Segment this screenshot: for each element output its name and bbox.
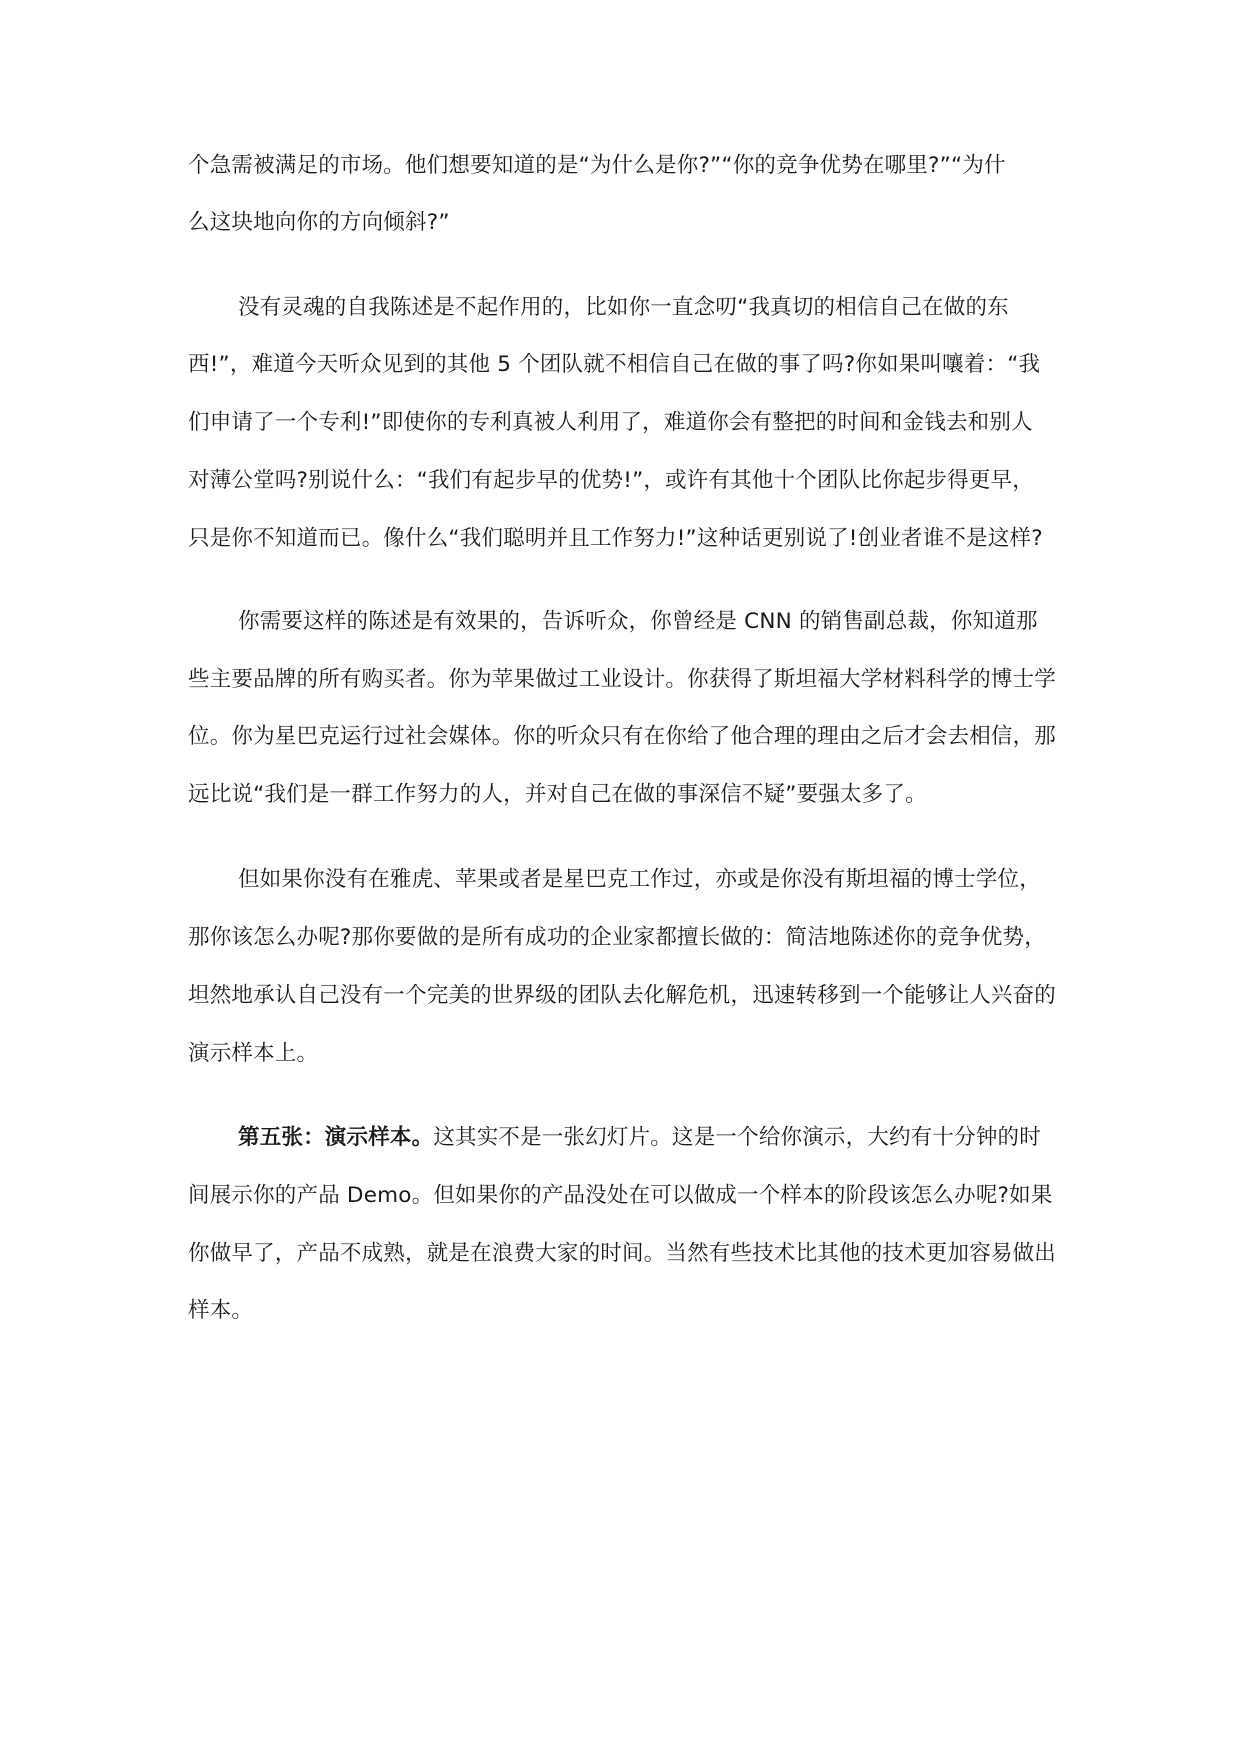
text-line: 对薄公堂吗?别说什么：“我们有起步早的优势!”，或许有其他十个团队比你起步得更早， [188,468,1035,493]
section-heading: 第五张：演示样本。 [238,1125,434,1150]
text-line: 西!”，难道今天听众见到的其他 5 个团队就不相信自己在做的事了吗?你如果叫嚷着：“我 [188,352,1041,377]
text-line: 些主要品牌的所有购买者。你为苹果做过工业设计。你获得了斯坦福大学材料科学的博士学 [188,667,1057,692]
text-line: 位。你为星巴克运行过社会媒体。你的听众只有在你给了他合理的理由之后才会去相信，那 [188,724,1057,749]
text-line: 你做早了，产品不成熟，就是在浪费大家的时间。当然有些技术比其他的技术更加容易做出 [188,1241,1057,1266]
text-line: 但如果你没有在雅虎、苹果或者是星巴克工作过，亦或是你没有斯坦福的博士学位， [238,867,1041,892]
text-line: 只是你不知道而已。像什么“我们聪明并且工作努力!”这种话更别说了!创业者谁不是这样? [188,526,1043,551]
text-line: 没有灵魂的自我陈述是不起作用的，比如你一直念叨“我真切的相信自己在做的东 [238,295,1009,320]
text-line: 样本。 [188,1298,254,1323]
text-line: 你需要这样的陈述是有效果的，告诉听众，你曾经是 CNN 的销售副总裁，你知道那 [238,609,1038,634]
text-line: 么这块地向你的方向倾斜?” [188,210,450,235]
text-line: 间展示你的产品 Demo。但如果你的产品没处在可以做成一个样本的阶段该怎么办呢?如果 [188,1183,1053,1208]
text-line: 演示样本上。 [188,1041,319,1066]
text-line: 坦然地承认自己没有一个完美的世界级的团队去化解危机，迅速转移到一个能够让人兴奋的 [188,983,1057,1008]
text-line: 那你该怎么办呢?那你要做的是所有成功的企业家都擅长做的：简洁地陈述你的竞争优势， [188,925,1046,950]
text-line [238,1118,1068,1158]
text-run: 这其实不是一张幻灯片。这是一个给你演示，大约有十分钟的时 [433,1125,1041,1150]
text-line: 们申请了一个专利!”即使你的专利真被人利用了，难道你会有整把的时间和金钱去和别人 [188,410,1033,435]
text-line: 个急需被满足的市场。他们想要知道的是“为什么是你?”“你的竞争优势在哪里?”“为什 [188,153,1006,178]
text-line: 远比说“我们是一群工作努力的人，并对自己在做的事深信不疑”要强太多了。 [188,782,927,807]
